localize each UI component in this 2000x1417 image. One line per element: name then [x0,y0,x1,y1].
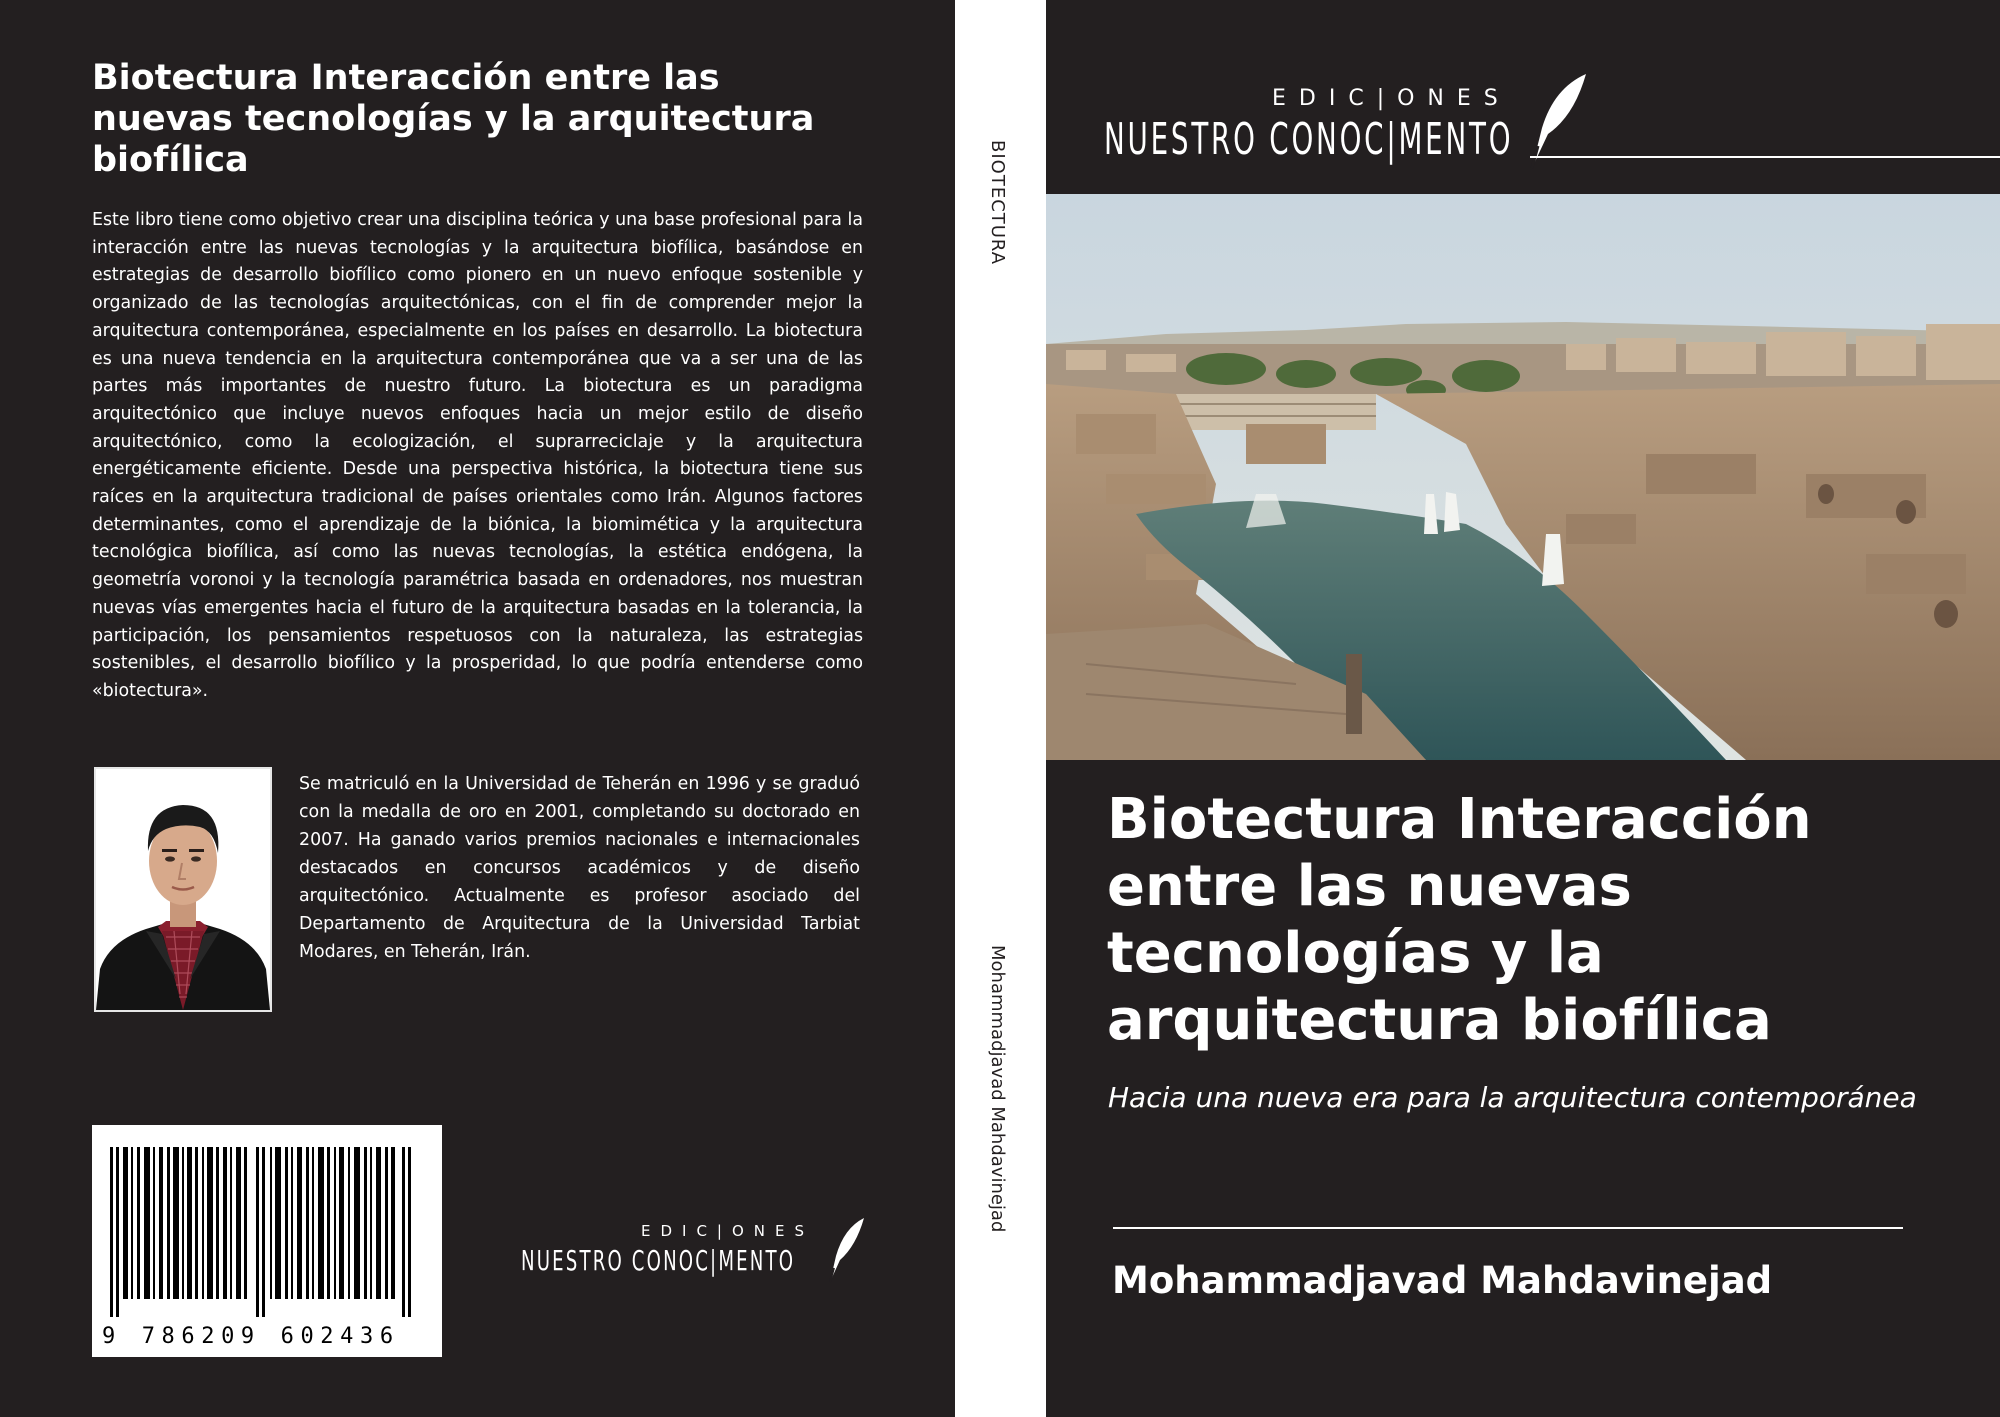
back-cover [0,0,955,1417]
barcode [110,1147,424,1317]
back-cover-description: Este libro tiene como objetivo crear una disciplina teórica y una base profesional para la interacción entre las nuevas tecnologías y la arquitectura biofílica, basándose en estrategias de desarrollo biofílico como pionero en un nuevo enfoque sostenible y organizado de las tecnologías arquitectónicas, con el fin de comprender mejor la arquitectura contemporánea, especialmente en los países en desarrollo. La biotectura es una nueva tendencia en la arquitectura contemporánea que va a ser una de las partes más importantes de nuestro futuro. La biotectura es un paradigma arquitectónico que incluye nuevos enfoques hacia un mejor estilo de diseño arquitectónico, como la ecologización, el suprarreciclaje y la arquitectura energéticamente eficiente. Desde una perspectiva histórica, la biotectura tiene sus raíces en la arquitectura tradicional de países orientales como Irán. Algunos factores determinantes, como el aprendizaje de la biónica, la biomimética y la arquitectura tecnológica biofílica, así como las nuevas tecnologías, la estética endógena, la geometría voronoi y la tecnología paramétrica basada en ordenadores, nos muestran nuevas vías emergentes hacia el futuro de la arquitectura basadas en la tolerancia, la participación, los pensamientos respetuosos con la naturaleza, las estrategias sostenibles, el desarrollo biofílico y la prosperidad, lo que podría entenderse como «biotectura». [92,210,863,701]
publisher-logo-bottom: NUESTRO CONOC|MENTO [1104,114,1514,165]
back-cover-title: Biotectura Interacción entre las nuevas tecnologías y la arquitectura biofílica [92,58,815,180]
author-rule [1113,1227,1903,1229]
logo-rule [1530,156,2000,158]
publisher-logo-top: EDIC|ONES [1272,86,1511,111]
isbn-barcode [92,1125,442,1357]
publisher-logo-bottom: NUESTRO CONOC|MENTO [521,1244,796,1277]
book-subtitle: Hacia una nueva era para la arquitectura contemporánea [1108,1081,1917,1114]
spine-author: Mohammadjavad Mahdavinejad [987,945,1008,1233]
isbn-number: 9 786209 602436 [102,1324,400,1349]
spine-title: BIOTECTURA [987,140,1008,266]
author-photo [94,767,272,1012]
cover-photo [1046,194,2000,760]
publisher-logo-top: EDIC|ONES [641,1222,815,1240]
author-bio: Se matriculó en la Universidad de Teherán en 1996 y se graduó con la medalla de oro en 2001, completando su doctorado en 2007. Ha ganado varios premios nacionales e internacionales destacados en concursos académicos y de diseño arquitectónico. Actualmente es profesor asociado del Departamento de Arquitectura de la Universidad Tarbiat Modares, en Teherán, Irán. [299,774,860,962]
book-author: Mohammadjavad Mahdavinejad [1112,1259,1773,1302]
quill-pen-icon [826,1216,868,1286]
book-title: Biotectura Interacción entre las nuevas tecnologías y la arquitectura biofílica [1107,787,1812,1053]
